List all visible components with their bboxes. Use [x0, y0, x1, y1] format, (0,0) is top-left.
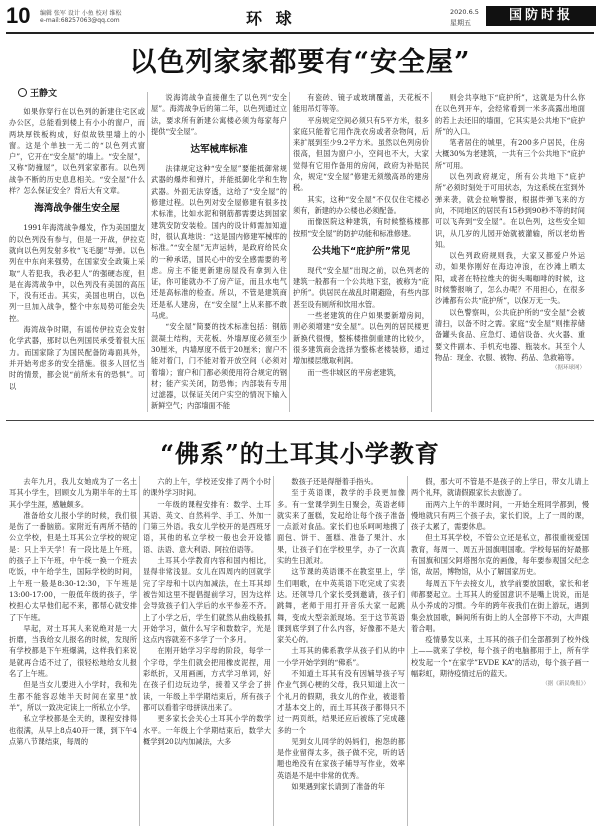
column-divider: [431, 92, 432, 412]
body-paragraph: 这节课的英语课不在教室里上，学生们唱歌，在中英英语下吃完成了实表达。还领导几个家长受到邀请，孩子们跳舞，老师于用打开音乐大家一起跳舞，变成大型亲派现场。至于这节英语课到底学到了什么内容，好像都不是大家关心的。: [277, 567, 405, 645]
body-paragraph: 私立学校都是全天的，课程安排得也很满，从早上8点40开一课，到下午4点第八节课结束，每周的: [9, 714, 137, 746]
body-paragraph: 更多家长会关心土耳其小学的数学水平。一年级上个学期结束后，数学大概学到20以内加减法，大多: [143, 714, 271, 746]
body-paragraph: 土耳其小学教育内容和国内相比，显得非常浅显。女儿在四周内的回就学完了字母和十以内加减法，在土耳其却被告知这里不提倡提前学习，因为这样会导致孩子们入学后的水平参差不齐。上了小学之后，学生们就然从曲线般抓开始学习，做什么写字和数数字，光是这点内容就差不多学了一个多月。: [143, 556, 271, 645]
issue-date: 2020.6.5: [450, 8, 479, 16]
column-divider: [147, 92, 148, 412]
body-paragraph: 一些老建筑的住户如果要新增房间，则必须增建“安全屋”。以色列的居民楼更新换代很慢，整栋楼推倒重建的比较少，很多建筑商会选择为整栋老楼装修，通过增加楼层缴取利润。: [293, 311, 429, 366]
article2-column-4: [411, 476, 589, 828]
body-paragraph: 不知道土耳其有没有因辅导孩子写作业气到心梗的父母，我只知道上次一个礼月的假期，我女儿的作业，被退着才基本交上的，而土耳其孩子都得只不过一两页纸，结果还应后被练了完成趣多的一个: [277, 669, 405, 735]
editor-credits: 编辑 张军 设计 小鱼 校对 维松: [40, 10, 122, 17]
body-paragraph: 每周五下午去接女儿，放学前要放国歌，家长和老师都要起立。土耳其人的爱国意识不是嘴上说说，而是从小养成的习惯。今年的跨年夜我们在街上游玩，遇到集会放国歌，瞬间所有街上的人全部停下不动，大声跟着合唱。: [411, 578, 589, 633]
article1-byline: [18, 86, 57, 99]
masthead-rule: [6, 32, 594, 34]
article1-column-4: [435, 92, 585, 412]
page-number: 10: [6, 3, 31, 28]
body-paragraph: 如果你穿行在以色列的新建住宅区或办公区，总能看到楼上有小小的窗户，而两块厚铁板构成，好似故铁里墙上的小窗。这是个单独一无二的“以色列式窗户”，它开在“安全屋”的墙上。“安全屋”，又称“防撞屋”，以色列家家都有。以色列战争不断的历史息息相关。“安全屋”什么样？怎么保证安全？背后大有文章。: [9, 107, 145, 196]
body-paragraph: 但土耳其学校，不管公立还是私立，都很重视爱国教育，每周一、周五升国旗唱国歌。学校每届的好最都有国旗和国父阿塔图尔克的画像，每年要参观国父纪念馆，故居，博物馆，从小了解国家历史。: [411, 533, 589, 577]
column-divider: [273, 476, 274, 826]
body-paragraph: 准备给女儿报小学的时候，我们很是伤了一番脑筋。家附近有两所不错的公立学校，但是土耳其公立学校的规定是：只上半天学！有一段比是上午班，的孩子上下午班，中午统一换一个班去吃饭，中午给学生，国际学校的时间，上午班一般是8:30-12:30，下午班是13:00-17:00，一般低年级的孩子，学校担心太早他们起不来，都帮心就安排了下午班。: [9, 510, 137, 622]
body-paragraph: 法律规定这种“安全屋”要能抵御常规武器的爆炸和弹片，并能抵御化学和生物武器。外面无法穿透，这给了“安全屋”的修建过程。以色列对安全屋修建有很多技术标准，比如水泥和钢筋都需要达到国家建筑安防安装检。国内的设计师需加知道时，很认真地说：“这是国内修建军械库的标准。”“安全屋”无声运转，是政府给民众的一种承诺，国民心中的安全感需要的考虑。房主不能更新建房屋没有拿到入住证，你可能就办不了房产证，而且水电气还是高标准的检查。所以，不管是建筑商还是私人建房，在“安全屋”上从来都不敢马虎。: [151, 164, 287, 321]
body-paragraph: 六的上午，学校还安排了两个小时的课外学习时间。: [143, 477, 271, 498]
body-paragraph: 1991年海湾战争爆发，作为美国盟友的以色列没有参与，但是一开战，伊拉克就向以色列发射多枚“飞毛腿”导弹。以色列在中东向来强势，在国家安全政策上采取“人若犯我，我必犯人”的强硬态度，但是在海湾战争中，以色列没有美国的高压下，没有还击。其实，美国也明白，以色列一旦加入战争，整个中东局势可能会失控。: [9, 223, 145, 323]
body-paragraph: 而一些非城区的平房老建筑，: [307, 367, 401, 377]
body-paragraph: 见到女儿同学的妈妈们，抱怨的都是作业留得太多，孩子做不完，听的话题也绝没有在家孩子辅导写作业，效率英语是不是中非常的优秀。: [277, 736, 405, 780]
body-paragraph: 有瓷砖、镜子或玻璃覆盖，天花板不能用吊灯等等。: [293, 93, 429, 114]
article1-headline: 以色列家家都要有“安全屋”: [129, 47, 471, 78]
body-paragraph: 说海湾战争直接催生了以色列“安全屋”。海湾战争后的第二年，以色列通过立法，要求所有新建公寓楼必须为每家每户提供“安全屋”。: [151, 93, 287, 136]
body-paragraph: 则会共享地下“庇护所”，这就是为什么你在以色列开车，会经常看到一米多高露出地面的若上去还旧的墙面，它其实是公共地下“庇护所”的入口。: [435, 93, 585, 136]
body-paragraph: 但是当女儿要进入小学时，我和先生都不能容忍她半天时间在家里“放羊”，所以一致决定读上一所私立小学。: [9, 680, 137, 712]
article1-column-2: [151, 92, 287, 412]
editor-email: e-mail:68257063@qq.com: [40, 17, 120, 24]
source-credit: （据《新民晚报》）: [542, 681, 589, 688]
body-paragraph: 疫情暴发以来，土耳其的孩子们全部都到了校外线上——就来了学校，每个孩子的电脑都用于上，所有学校发起一个“在家学”EVDE KA”的活动，每个孩子画一幅彩虹，期待疫情过后的蓝天。: [411, 635, 589, 679]
body-paragraph: 以色警察叫，公共庇护所的“安全屋”会被清扫，以备不时之需。家庭“安全屋”则推荐储备罐头食品、应急灯、通信设备、火火器、重要文件副本、手机充电器、瓶装水。其至个人物品：现金、衣服、被物、药品、急救箱等。: [435, 307, 585, 362]
article2-column-3: [277, 476, 405, 828]
body-paragraph: 其实，这种“安全屋”不仅仅住宅楼必须有，新建的办公楼也必须配备。: [293, 194, 429, 215]
newspaper-logo: 国防时报: [486, 6, 596, 26]
body-paragraph: 如果遇到家长请到了准备的年: [291, 782, 385, 792]
section-subhead: 海湾战争催生安全屋: [34, 203, 120, 215]
byline-circle-icon: [18, 88, 27, 97]
article2-column-1: [9, 476, 137, 828]
body-paragraph: 数孩子还是得掰着手指头。: [291, 477, 378, 486]
section-title: 环 球: [246, 9, 296, 28]
body-paragraph: “安全屋”简要的技术标准包括：钢筋混凝土结构，天花板、外墙厚度必须至少30厘米，内墙厚度不低于20厘米；窗户不能对着门，门不能对着开放空间（必须对着墙）；窗户和门都必须使用符合规定的钢材；能产实关闭，防恐怖；内部装有专用过滤器，以保证关闭户实空的情况下输入新鲜空气；内部墙面不能: [151, 322, 287, 411]
body-paragraph: 假，那大可不管是不是孩子的上学日，带女儿请上两个礼拜，就请假跟家长去旅游了。: [411, 477, 589, 498]
body-paragraph: 一年级的课程安排有：数学、土耳其语、英文、自然科学、手工、外加一门第三外语。我女儿学校开的是西班牙语，其他的私立学校一般也会开设德语、法语、意大利语、阿拉伯语等。: [143, 499, 271, 554]
section-subhead: 达军械库标准: [190, 144, 248, 156]
article2-column-2: [143, 476, 271, 828]
issue-weekday: 星期五: [450, 19, 471, 27]
column-divider: [289, 92, 290, 412]
source-credit: （据环球网）: [551, 365, 585, 372]
body-paragraph: 去年九月，我儿女她成为了一名土耳其小学生，回顾女儿为期半年的土耳其小学生涯，感触颇多。: [9, 477, 137, 509]
body-paragraph: 笔者居住的城里，有200多户居民，住房大概30%为老建筑，一共有三个公共地下“庇护所”可用。: [435, 138, 585, 170]
masthead: [6, 4, 596, 32]
body-paragraph: 而像医院这种建筑，有时候整栋楼都按照“安全屋”的防护功能和标准修建。: [293, 217, 429, 238]
column-divider: [407, 476, 408, 826]
body-paragraph: 在刚开始学习字母的阶段，每学一个字母，学生们就会把用橡皮泥捏，用彩纸折，又用画画，方式学习单词，好在孩子们边玩边学，接着又学会了拼读，一年级上半学期结束后，所有孩子都可以看着字母拼读出来了。: [143, 646, 271, 712]
article-divider: [6, 420, 594, 421]
body-paragraph: 而两六上午的半课时间，一开始全班同学都到，慢慢地就只有两三个孩子去，家长们说，上了一周的课，孩子太累了，需要休息。: [411, 499, 589, 532]
article2-headline: “佛系”的土耳其小学教育: [160, 439, 440, 468]
body-paragraph: 至于英语课，教学的手段更加像多。有一堂课学到生日聚会，英语老师就实来了蛋糕，发起给让每个孩子准备一点派对食品。家长们也乐呵呵地携了面包、饼干、蛋糕、准备了果汁、水果，让孩子们在学校里学，办了一次真实的生日派对。: [277, 488, 405, 566]
body-paragraph: 现代“安全屋”出现之前，以色列老的建筑一般都有一个公共地下室，被称为“庇护所”。供居民在战乱时期避险，有些内部甚至设有厕所和饮用水管。: [293, 265, 429, 309]
article1-column-3: [293, 92, 429, 412]
section-subhead: 公共地下“庇护所”常见: [312, 245, 410, 257]
article1-column-1: [9, 106, 145, 412]
body-paragraph: 早起，对土耳其人来说绝对是一大折磨，当我给女儿报名的时候，发现所有学校都是下午班爆满，这样我们来说是就再合适不过了，很轻松地给女儿报名了上午班。: [9, 623, 137, 679]
body-paragraph: 以色列政府规则我，大家又都爱户外运动，如果你刚好在海边冲浪，在沙滩上晒太阳，或者在特拉维夫的街头喝咖啡的时候，这时候警报响了，怎么办呢？不用担心，在很多沙滩都有公共“庇护所”，以保万无一失。: [435, 251, 585, 306]
body-paragraph: 以色列政府规定，所有公共地下“庇护所”必须时刻处于可用状态，为这系统在室到外弹来袭，就会拉响警报，根据炸弹飞来的方向，不同地区的居民有15秒到90秒不等的时间可以飞奔到“安全屋”。在以色列，这些安全知识，从几岁的儿园开始就被灌输，所以老幼皆知。: [435, 172, 585, 249]
body-paragraph: 海湾战争时期，有谣传伊拉克会发射化学武器，那时以色列国民承受着很大压力。而国家除了为国民配备防毒面具外，并开始考虑多的安全措施。很多人回忆当时的情景，都会说“前所未有的恐惧”。可以: [9, 325, 145, 391]
body-paragraph: 土耳其的佛系教学从孩子们从的中一小学开始学到的“佛系”。: [277, 646, 405, 667]
body-paragraph: 平房规定空间必须只有5平方米，很多家庭只能着它用作洗衣房或者杂物间，后来扩展到至少9.2平方米。虽然以色列房价很高，但国为窗户小，空间也不大，大家觉得有它用作备用的房间，政府为补贴民众，规定“安全屋”修建无须缴高昂的建房税。: [293, 115, 429, 193]
column-divider: [139, 476, 140, 826]
byline-author: 王静文: [30, 89, 58, 99]
